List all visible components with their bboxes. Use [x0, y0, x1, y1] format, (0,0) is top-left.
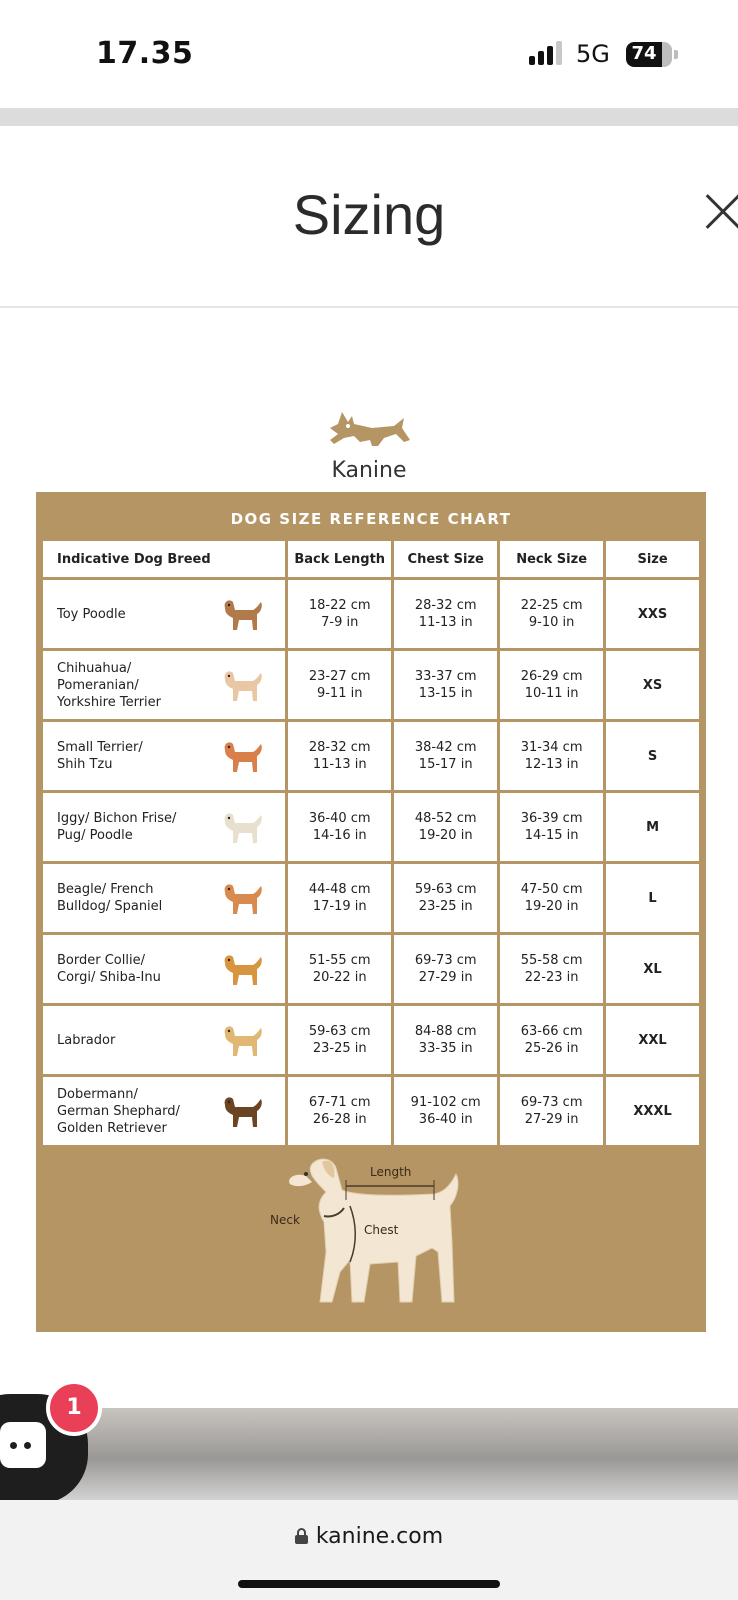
home-indicator[interactable] [238, 1580, 500, 1588]
neck-size-cell-cm: 22-25 cm [520, 598, 583, 613]
chest-size-cell-in: 27-29 in [418, 970, 473, 985]
header-chest-size: Chest Size [394, 541, 497, 577]
chest-size-cell-in: 13-15 in [418, 686, 473, 701]
back-length-cell [288, 793, 391, 861]
breed-cell [43, 651, 285, 719]
dog-illustration-icon [217, 1091, 265, 1131]
dog-illustration-icon [217, 949, 265, 989]
chest-size-cell-in: 15-17 in [418, 757, 473, 772]
table-body [43, 580, 699, 1145]
neck-size-cell-in: 10-11 in [524, 686, 579, 701]
back-length-cell [288, 1077, 391, 1145]
breed-name: Toy Poodle [57, 606, 126, 622]
size-table [40, 538, 702, 1148]
neck-size-cell-in: 27-29 in [524, 1112, 579, 1127]
back-length-cell [288, 1006, 391, 1074]
table-header-row [43, 541, 699, 577]
back-length-cell-cm: 51-55 cm [308, 953, 371, 968]
neck-size-cell [500, 864, 603, 932]
size-code-cell: XL [606, 935, 699, 1003]
chest-size-cell-cm: 38-42 cm [414, 740, 477, 755]
chest-size-cell [394, 935, 497, 1003]
chest-size-cell-in: 36-40 in [418, 1112, 473, 1127]
breed-cell [43, 722, 285, 790]
back-length-cell-in: 11-13 in [312, 757, 367, 772]
back-length-cell-in: 20-22 in [312, 970, 367, 985]
size-code-cell: XS [606, 651, 699, 719]
table-row [43, 580, 699, 648]
kanine-logo-icon [324, 402, 416, 454]
back-length-cell-in: 9-11 in [316, 686, 363, 701]
measurement-diagram [266, 1152, 486, 1322]
header-neck-size: Neck Size [500, 541, 603, 577]
breed-cell [43, 864, 285, 932]
size-code-cell: XXL [606, 1006, 699, 1074]
chest-size-cell-in: 11-13 in [418, 615, 473, 630]
chest-size-cell [394, 1077, 497, 1145]
breed-name: Labrador [57, 1032, 116, 1048]
dog-illustration-icon [217, 594, 265, 634]
neck-size-cell [500, 793, 603, 861]
chest-size-cell-in: 23-25 in [418, 899, 473, 914]
breed-cell [43, 935, 285, 1003]
chest-size-cell-cm: 69-73 cm [414, 953, 477, 968]
breed-name: Beagle/ French Bulldog/ Spaniel [57, 882, 163, 914]
close-icon[interactable] [702, 192, 738, 232]
dog-illustration-icon [217, 665, 265, 705]
table-row [43, 1006, 699, 1074]
table-row [43, 864, 699, 932]
chest-size-cell-cm: 33-37 cm [414, 669, 477, 684]
diagram-length-label: Length [370, 1165, 412, 1179]
size-code-cell: M [606, 793, 699, 861]
lock-icon [295, 1528, 308, 1544]
header-size: Size [606, 541, 699, 577]
neck-size-cell-cm: 69-73 cm [520, 1095, 583, 1110]
size-code-cell: XXXL [606, 1077, 699, 1145]
breed-name: Dobermann/ German Shephard/ Golden Retriever [57, 1086, 180, 1136]
neck-size-cell-in: 14-15 in [524, 828, 579, 843]
diagram-chest-label: Chest [364, 1223, 399, 1237]
back-length-cell-in: 7-9 in [321, 615, 359, 630]
chest-size-cell [394, 651, 497, 719]
dog-illustration-icon [217, 1020, 265, 1060]
chest-size-cell [394, 580, 497, 648]
breed-name: Border Collie/ Corgi/ Shiba-Inu [57, 953, 161, 985]
back-length-cell [288, 935, 391, 1003]
breed-cell [43, 580, 285, 648]
chest-size-cell [394, 1006, 497, 1074]
neck-size-cell-cm: 26-29 cm [520, 669, 583, 684]
neck-size-cell-in: 9-10 in [528, 615, 575, 630]
neck-size-cell-in: 25-26 in [524, 1041, 579, 1056]
chest-size-cell-cm: 59-63 cm [414, 882, 477, 897]
neck-size-cell [500, 722, 603, 790]
dog-illustration-icon [217, 736, 265, 776]
neck-size-cell-in: 19-20 in [524, 899, 579, 914]
battery-level: 74 [631, 43, 657, 64]
chest-size-cell-cm: 91-102 cm [410, 1095, 481, 1110]
chart-title: DOG SIZE REFERENCE CHART [230, 510, 512, 528]
size-chart [36, 492, 706, 1332]
neck-size-cell [500, 580, 603, 648]
chest-size-cell-in: 19-20 in [418, 828, 473, 843]
back-length-cell-cm: 59-63 cm [308, 1024, 371, 1039]
breed-name: Small Terrier/ Shih Tzu [57, 740, 143, 772]
back-length-cell-cm: 28-32 cm [308, 740, 371, 755]
neck-size-cell-cm: 55-58 cm [520, 953, 583, 968]
breed-name: Chihuahua/ Pomeranian/ Yorkshire Terrier [57, 660, 161, 710]
battery-icon [626, 42, 672, 67]
neck-size-cell [500, 935, 603, 1003]
breed-cell [43, 1006, 285, 1074]
back-length-cell-in: 23-25 in [312, 1041, 367, 1056]
battery-cap [674, 50, 678, 59]
neck-size-cell-cm: 36-39 cm [520, 811, 583, 826]
back-length-cell-cm: 67-71 cm [308, 1095, 371, 1110]
breed-name: Iggy/ Bichon Frise/ Pug/ Poodle [57, 811, 177, 843]
breed-cell [43, 793, 285, 861]
dog-illustration-icon [217, 807, 265, 847]
page-background-strip [0, 1408, 738, 1500]
neck-size-cell-cm: 63-66 cm [520, 1024, 583, 1039]
back-length-cell [288, 580, 391, 648]
dog-illustration-icon [217, 878, 265, 918]
status-time: 17.35 [96, 36, 194, 71]
breed-cell [43, 1077, 285, 1145]
back-length-cell [288, 651, 391, 719]
neck-size-cell [500, 651, 603, 719]
chest-size-cell [394, 793, 497, 861]
page-backdrop-strip [0, 108, 738, 126]
header-breed: Indicative Dog Breed [43, 541, 285, 577]
table-row [43, 651, 699, 719]
chest-size-cell-in: 33-35 in [418, 1041, 473, 1056]
chest-size-cell-cm: 28-32 cm [414, 598, 477, 613]
chest-size-cell-cm: 84-88 cm [414, 1024, 477, 1039]
table-row [43, 793, 699, 861]
back-length-cell-cm: 18-22 cm [308, 598, 371, 613]
chest-size-cell [394, 722, 497, 790]
back-length-cell-cm: 36-40 cm [308, 811, 371, 826]
browser-bar [0, 1500, 738, 1600]
size-code-cell: S [606, 722, 699, 790]
table-row [43, 935, 699, 1003]
back-length-cell-in: 14-16 in [312, 828, 367, 843]
neck-size-cell-in: 12-13 in [524, 757, 579, 772]
neck-size-cell-in: 22-23 in [524, 970, 579, 985]
neck-size-cell-cm: 31-34 cm [520, 740, 583, 755]
status-bar [0, 0, 738, 108]
address-bar[interactable] [0, 1524, 738, 1549]
diagram-neck-label: Neck [270, 1213, 300, 1227]
network-type: 5G [576, 40, 610, 68]
back-length-cell-cm: 23-27 cm [308, 669, 371, 684]
brand-name: Kanine [331, 458, 407, 483]
back-length-cell [288, 722, 391, 790]
table-row [43, 1077, 699, 1145]
chest-size-cell [394, 864, 497, 932]
back-length-cell-in: 26-28 in [312, 1112, 367, 1127]
signal-icon [529, 41, 563, 65]
neck-size-cell-cm: 47-50 cm [520, 882, 583, 897]
back-length-cell [288, 864, 391, 932]
chat-icon [0, 1422, 46, 1468]
table-row [43, 722, 699, 790]
chest-size-cell-cm: 48-52 cm [414, 811, 477, 826]
back-length-cell-in: 17-19 in [312, 899, 367, 914]
chat-unread-badge: 1 [46, 1380, 102, 1436]
back-length-cell-cm: 44-48 cm [308, 882, 371, 897]
url-text: kanine.com [315, 1524, 444, 1549]
modal-header [0, 126, 738, 308]
neck-size-cell [500, 1006, 603, 1074]
neck-size-cell [500, 1077, 603, 1145]
modal-title: Sizing [292, 183, 446, 246]
size-code-cell: XXS [606, 580, 699, 648]
size-code-cell: L [606, 864, 699, 932]
header-back-length: Back Length [288, 541, 391, 577]
